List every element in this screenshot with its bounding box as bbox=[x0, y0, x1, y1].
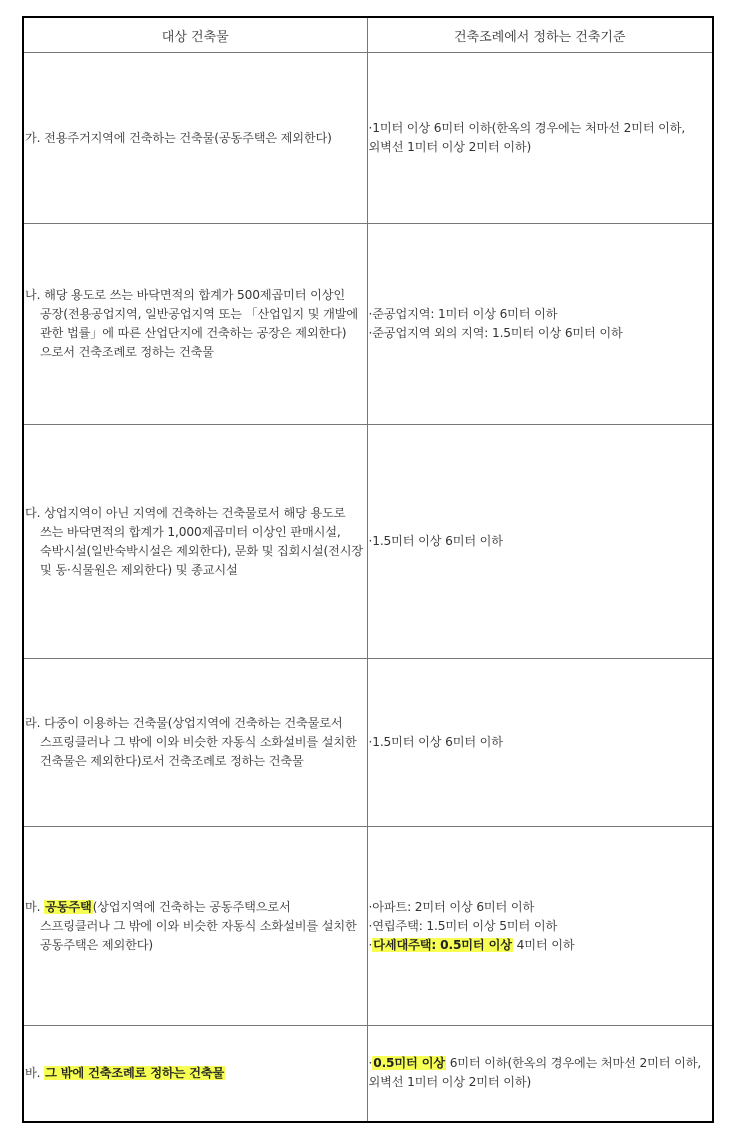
criteria-line: ·1.5미터 이상 6미터 이하 bbox=[368, 735, 503, 749]
table-row bbox=[23, 425, 713, 659]
item-prefix: 마. bbox=[25, 899, 45, 914]
target-text: 나. 해당 용도로 쓰는 바닥면적의 합계가 500제곱미터 이상인 공장(전용공업지역, 일반공업지역 또는 「산업입지 및 개발에 관한 법률」에 따른 산업단지에 건축하는 공장은 제외한다)으로서 건축조례로 정하는 건축물 bbox=[25, 288, 358, 359]
criteria-line: ·1미터 이상 6미터 이하(한옥의 경우에는 처마선 2미터 이하, 외벽선 1미터 이상 2미터 이하) bbox=[368, 121, 686, 154]
target-text bbox=[25, 1064, 364, 1083]
target-cell bbox=[23, 1026, 367, 1122]
target-cell bbox=[23, 224, 367, 425]
criteria-line: ·준공업지역 외의 지역: 1.5미터 이상 6미터 이하 bbox=[368, 326, 623, 340]
item-prefix: 바. bbox=[25, 1065, 45, 1080]
criteria-line: ·1.5미터 이상 6미터 이하 bbox=[368, 534, 503, 548]
table-row bbox=[23, 659, 713, 827]
bullet: · bbox=[368, 937, 373, 952]
table-row bbox=[23, 224, 713, 425]
target-cell bbox=[23, 425, 367, 659]
criteria-rest: 6미터 이하(한옥의 경우에는 처마선 2미터 이하, 외벽선 1미터 이상 2미터 이하) bbox=[368, 1056, 702, 1090]
target-text bbox=[25, 898, 364, 955]
target-text: 가. 전용주거지역에 건축하는 건축물(공동주택은 제외한다) bbox=[25, 130, 332, 145]
criteria-line: ·아파트: 2미터 이상 6미터 이하 bbox=[368, 899, 535, 914]
table-row bbox=[23, 1026, 713, 1122]
criteria-line: ·준공업지역: 1미터 이상 6미터 이하 bbox=[368, 307, 558, 321]
target-text: 다. 상업지역이 아닌 지역에 건축하는 건축물로서 해당 용도로 쓰는 바닥면적의 합계가 1,000제곱미터 이상인 판매시설, 숙박시설(일반숙박시설은 제외한다), 문화 및 집회시설(전시장 및 동·식물원은 제외한다) 및 종교시설 bbox=[25, 505, 364, 577]
highlighted-term: 공동주택 bbox=[45, 899, 92, 914]
setback-standards-table bbox=[22, 16, 714, 1123]
criteria-cell bbox=[367, 659, 713, 827]
header-ordinance-standard: 건축조례에서 정하는 건축기준 bbox=[367, 17, 713, 53]
highlighted-criteria: 0.5미터 이상 bbox=[373, 1056, 445, 1071]
target-cell bbox=[23, 53, 367, 224]
criteria-line bbox=[369, 1054, 710, 1092]
table-row bbox=[23, 827, 713, 1026]
highlighted-term: 그 밖에 건축조례로 정하는 건축물 bbox=[45, 1065, 225, 1080]
highlighted-criteria: 다세대주택: 0.5미터 이상 bbox=[373, 937, 512, 952]
criteria-line: ·연립주택: 1.5미터 이상 5미터 이하 bbox=[368, 918, 558, 933]
bullet: · bbox=[368, 1056, 373, 1071]
header-row bbox=[23, 17, 713, 53]
criteria-line bbox=[369, 936, 710, 955]
table-row bbox=[23, 53, 713, 224]
target-rest: (상업지역에 건축하는 공동주택으로서 스프링클러나 그 밖에 이와 비슷한 자동식 소화설비를 설치한 공동주택은 제외한다) bbox=[40, 899, 357, 952]
criteria-cell bbox=[367, 827, 713, 1026]
target-cell bbox=[23, 827, 367, 1026]
criteria-rest: 4미터 이하 bbox=[512, 937, 575, 952]
target-cell bbox=[23, 659, 367, 827]
criteria-cell bbox=[367, 425, 713, 659]
criteria-cell bbox=[367, 53, 713, 224]
criteria-cell bbox=[367, 224, 713, 425]
header-target-building: 대상 건축물 bbox=[23, 17, 367, 53]
criteria-cell bbox=[367, 1026, 713, 1122]
target-text: 라. 다중이 이용하는 건축물(상업지역에 건축하는 건축물로서 스프링클러나 그 밖에 이와 비슷한 자동식 소화설비를 설치한 건축물은 제외한다)로서 건축조례로 정하는 건축물 bbox=[25, 716, 357, 768]
